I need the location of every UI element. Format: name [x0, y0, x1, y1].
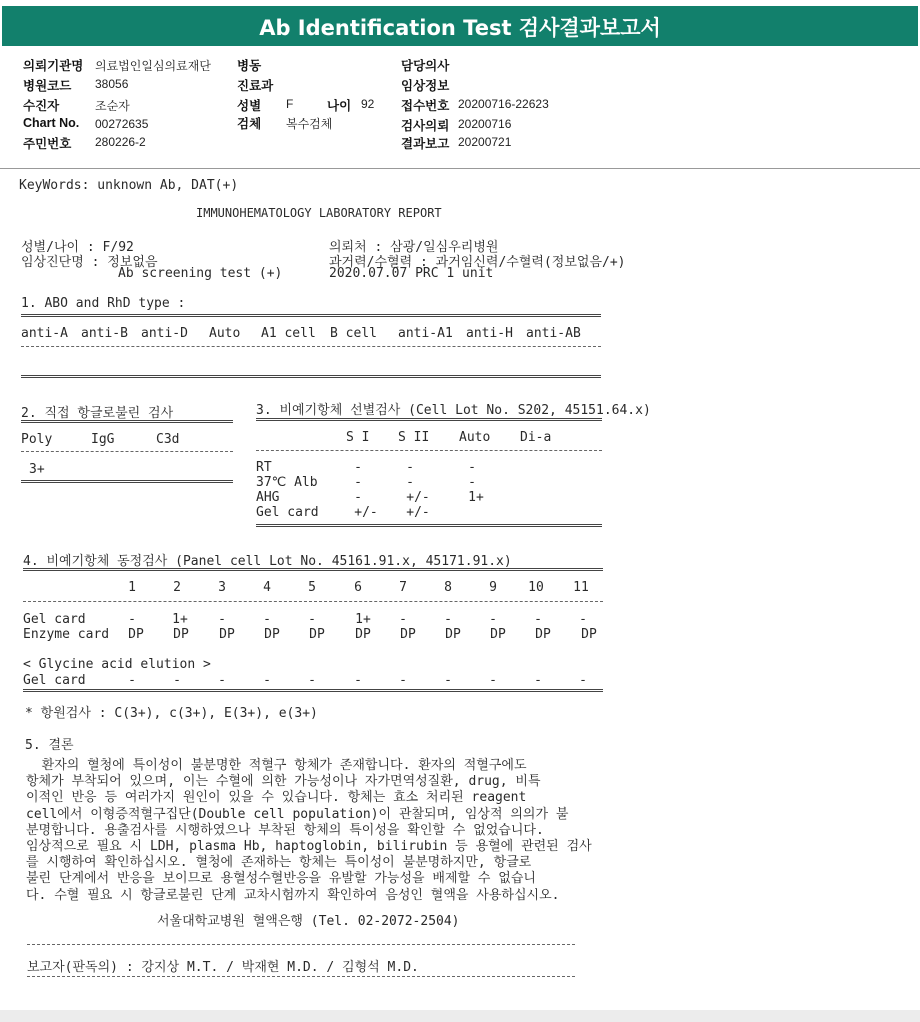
value-institution: 의료법인일심의료재단: [95, 59, 211, 73]
value-receipt-no: 20200716-22623: [458, 97, 549, 111]
screen-cell: +/-: [406, 490, 430, 505]
prc-record: 2020.07.07 PRC 1 unit: [329, 266, 494, 281]
panel-cell: DP: [219, 627, 235, 642]
label-report-date: 결과보고: [401, 137, 450, 151]
label-receipt-no: 접수번호: [401, 99, 450, 113]
label-specimen: 검체: [237, 117, 262, 131]
panel-cell: -: [444, 612, 452, 627]
rule: [21, 480, 233, 483]
value-hospital-code: 38056: [95, 77, 129, 91]
panel-col: 9: [489, 580, 497, 595]
antigen-test: * 항원검사 : C(3+), c(3+), E(3+), e(3+): [25, 706, 318, 721]
screen-row-label: Gel card: [256, 505, 319, 520]
elution-cell: -: [354, 673, 362, 688]
elution-row-label: Gel card: [23, 673, 86, 688]
hospital-contact: 서울대학교병원 혈액은행 (Tel. 02-2072-2504): [157, 914, 460, 929]
screen-cell: +/-: [406, 505, 430, 520]
screen-col: Di-a: [520, 430, 552, 445]
abo-col: anti-B: [81, 326, 128, 341]
panel-col: 11: [573, 580, 589, 595]
screen-cell: -: [406, 460, 414, 475]
label-request-date: 검사의뢰: [401, 119, 450, 133]
sex-age: 성별/나이 : F/92: [21, 240, 134, 255]
rule: [256, 450, 602, 451]
reporter: 보고자(판독의) : 강지상 M.T. / 박재현 M.D. / 김형석 M.D.: [27, 960, 419, 975]
screen-row-label: AHG: [256, 490, 280, 505]
rule: [21, 451, 233, 452]
label-patient: 수진자: [23, 99, 60, 113]
panel-cell: -: [534, 612, 542, 627]
value-resident-no: 280226-2: [95, 135, 146, 149]
panel-cell: DP: [355, 627, 371, 642]
elution-cell: -: [308, 673, 316, 688]
elution-cell: -: [173, 673, 181, 688]
label-age: 나이: [327, 99, 352, 113]
label-ward: 병동: [237, 59, 262, 73]
elution-cell: -: [218, 673, 226, 688]
rule: [21, 375, 601, 378]
panel-col: 6: [354, 580, 362, 595]
abo-col: anti-H: [466, 326, 513, 341]
elution-cell: -: [489, 673, 497, 688]
screen-cell: -: [354, 490, 362, 505]
elution-cell: -: [128, 673, 136, 688]
screening-result: Ab screening test (+): [118, 266, 283, 281]
rule: [27, 976, 575, 977]
section-dat-title: 2. 직접 항글로불린 검사: [21, 406, 174, 421]
screen-cell: +/-: [354, 505, 378, 520]
rule: [23, 601, 603, 602]
label-department: 진료과: [237, 79, 274, 93]
panel-cell: DP: [128, 627, 144, 642]
section-screening-title: 3. 비예기항체 선별검사 (Cell Lot No. S202, 45151.64.x): [256, 403, 651, 418]
abo-col: anti-A1: [398, 326, 453, 341]
screen-col: S II: [398, 430, 430, 445]
screen-col: S I: [346, 430, 370, 445]
dat-col: C3d: [156, 432, 180, 447]
keywords: KeyWords: unknown Ab, DAT(+): [19, 178, 239, 193]
patient-info-block: [0, 52, 920, 169]
dat-value: 3+: [29, 462, 45, 477]
label-sex: 성별: [237, 99, 262, 113]
requester: 의뢰처 : 삼광/일심우리병원: [329, 240, 499, 255]
label-chart-no: Chart No.: [23, 116, 80, 130]
abo-col: Auto: [209, 326, 241, 341]
rule: [21, 420, 233, 423]
report-title: IMMUNOHEMATOLOGY LABORATORY REPORT: [196, 206, 442, 220]
conclusion-text: 환자의 혈청에 특이성이 불분명한 적혈구 항체가 존재합니다. 환자의 적혈구에도 항체가 부착되어 있으며, 이는 수혈에 의한 가능성이나 자가면역성질환, drug, 비특 이적인 반응 등 여러가지 원인이 있을 수 있습니다. 항체는 효소 처리된 reagent cell에서 이형증적혈구집단(Double cell population)이 관찰되며, 임상적 의의가 불 분명합니다. 용출검사를 시행하였으나 부착된 항체의 특이성을 확인할 수 없었습니다. 임상적으로 필요 시 LDH, plasma Hb, haptoglobin, bilirubin 등 용혈에 관련된 검사 를 시행하여 확인하십시오. 혈청에 존재하는 항체는 특이성이 불분명하지만, 항글로 불린 단계에서 반응을 보이므로 용혈성수혈반응을 유발할 가능성을 배제할 수 없습니 다. 수혈 필요 시 항글로불린 단계 교차시험까지 확인하여 음성인 혈액을 사용하십시오.: [26, 758, 592, 903]
panel-col: 1: [128, 580, 136, 595]
screen-cell: -: [468, 475, 476, 490]
lab-report-body: [0, 170, 920, 1010]
panel-row-label: Enzyme card: [23, 627, 110, 642]
elution-cell: -: [399, 673, 407, 688]
screen-col: Auto: [459, 430, 491, 445]
panel-col: 5: [308, 580, 316, 595]
panel-col: 8: [444, 580, 452, 595]
panel-cell: -: [128, 612, 136, 627]
panel-cell: -: [218, 612, 226, 627]
rule: [23, 689, 603, 692]
panel-cell: -: [263, 612, 271, 627]
label-clinical-info: 임상정보: [401, 79, 450, 93]
value-specimen: 복수검체: [286, 117, 333, 131]
elution-cell: -: [579, 673, 587, 688]
transfusion-history: 과거력/수혈력 : 과거임신력/수혈력(정보없음/+): [329, 255, 626, 270]
panel-cell: DP: [173, 627, 189, 642]
rule: [23, 568, 603, 571]
report-header: Ab Identification Test 검사결과보고서: [2, 6, 918, 46]
section-abo-title: 1. ABO and RhD type :: [21, 296, 186, 311]
abo-col: B cell: [330, 326, 377, 341]
dat-col: IgG: [91, 432, 115, 447]
panel-cell: DP: [400, 627, 416, 642]
label-resident-no: 주민번호: [23, 137, 72, 151]
panel-cell: DP: [535, 627, 551, 642]
elution-title: < Glycine acid elution >: [23, 657, 211, 672]
value-report-date: 20200721: [458, 135, 512, 149]
panel-col: 10: [528, 580, 544, 595]
abo-col: anti-D: [141, 326, 188, 341]
screen-cell: -: [354, 475, 362, 490]
diagnosis: 임상진단명 : 정보없음: [21, 255, 158, 270]
elution-cell: -: [444, 673, 452, 688]
rule: [27, 944, 575, 945]
elution-cell: -: [534, 673, 542, 688]
panel-cell: -: [489, 612, 497, 627]
panel-cell: DP: [445, 627, 461, 642]
panel-col: 4: [263, 580, 271, 595]
abo-col: anti-AB: [526, 326, 581, 341]
rule: [21, 346, 601, 347]
panel-col: 7: [399, 580, 407, 595]
screen-cell: -: [468, 460, 476, 475]
screen-cell: -: [406, 475, 414, 490]
value-patient: 조순자: [95, 99, 130, 113]
section-panel-title: 4. 비예기항체 동정검사 (Panel cell Lot No. 45161.91.x, 45171.91.x): [23, 554, 512, 569]
label-hospital-code: 병원코드: [23, 79, 72, 93]
value-sex: F: [286, 97, 294, 111]
panel-cell: DP: [490, 627, 506, 642]
panel-cell: -: [399, 612, 407, 627]
panel-cell: -: [579, 612, 587, 627]
panel-cell: DP: [264, 627, 280, 642]
abo-col: anti-A: [21, 326, 68, 341]
elution-cell: -: [263, 673, 271, 688]
value-request-date: 20200716: [458, 117, 512, 131]
panel-col: 2: [173, 580, 181, 595]
rule: [256, 418, 602, 421]
panel-cell: DP: [309, 627, 325, 642]
abo-col: A1 cell: [261, 326, 316, 341]
value-age: 92: [361, 97, 375, 111]
panel-cell: 1+: [355, 612, 371, 627]
rule: [256, 524, 602, 527]
screen-row-label: RT: [256, 460, 272, 475]
label-institution: 의뢰기관명: [23, 59, 84, 73]
panel-cell: 1+: [172, 612, 188, 627]
panel-row-label: Gel card: [23, 612, 86, 627]
label-doctor: 담당의사: [401, 59, 450, 73]
panel-cell: -: [308, 612, 316, 627]
rule: [21, 314, 601, 317]
panel-cell: DP: [581, 627, 597, 642]
value-chart-no: 00272635: [95, 117, 149, 131]
section-conclusion-title: 5. 결론: [25, 738, 74, 753]
panel-col: 3: [218, 580, 226, 595]
dat-col: Poly: [21, 432, 53, 447]
screen-cell: -: [354, 460, 362, 475]
screen-row-label: 37℃ Alb: [256, 475, 318, 490]
screen-cell: 1+: [468, 490, 484, 505]
